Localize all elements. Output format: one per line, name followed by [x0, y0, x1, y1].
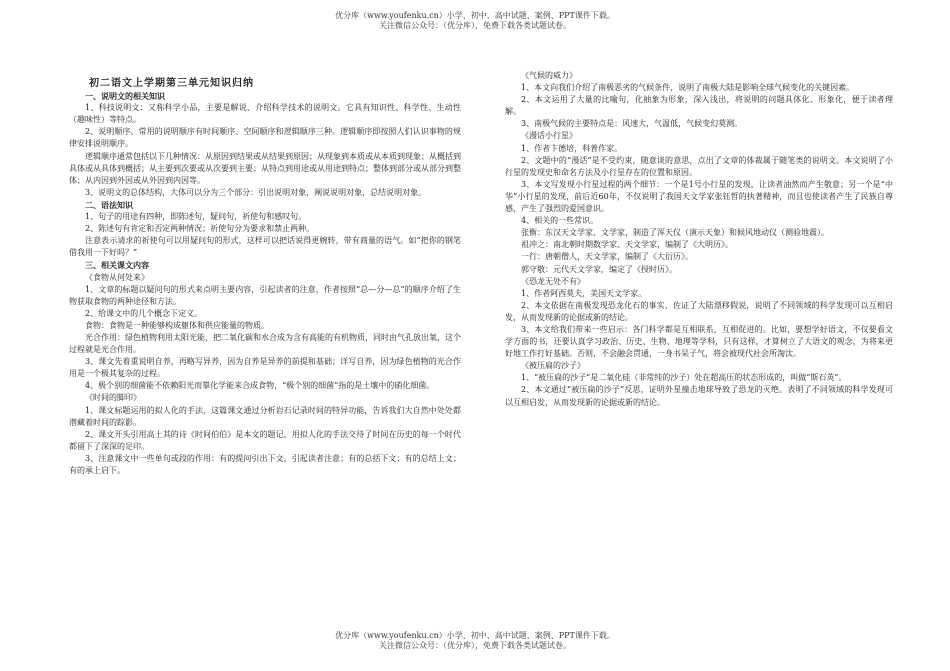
paragraph: 一行：唐朝僧人，天文学家，编制了《大衍历》。: [521, 252, 693, 262]
paragraph: 祖冲之：南北朝时期数学家、天文学家，编制了《大明历》。: [521, 240, 733, 250]
paragraph: 4、极个别的细菌能不依赖阳光而靠化学能来合成食物，“极个别的细菌”指的是土壤中的硝化细菌。: [85, 381, 435, 391]
article-title: 《气候的威力》: [521, 71, 577, 80]
paragraph: 4、相关的一些常识。: [521, 216, 599, 226]
paragraph: 1、文章的标题以疑问句的形式来点明主要内容，引起读者的注意，作者按照“总—分—总”的顺序介绍了生物获取食物的两种途径和方法。: [69, 284, 461, 306]
paragraph: 1、本文向我们介绍了南极恶劣的气候条件，说明了南极大陆是影响全球气候变化的关键因素。: [521, 83, 855, 93]
paragraph: 1、课文标题运用的拟人化的手法，这篇课文通过分析岩石记录时间的特异功能，告诉我们大自然中处处都潜藏着时间的踪影。: [69, 405, 461, 427]
paragraph: 食物：食物是一种能够构成躯体和供应能量的物质。: [85, 320, 269, 330]
section-heading-1: 一、说明文的相关知识: [85, 91, 165, 102]
section-heading-3: 三、相关课文内容: [85, 260, 149, 271]
paragraph: 2、给课文中的几个概念下定义。: [85, 308, 203, 318]
paragraph: 3、注意课文中一些单句或段的作用：有的提问引出下文，引起读者注意；有的总括下文；有的总结上文；有的承上启下。: [69, 453, 461, 475]
footer-line-2: 关注微信公众号：（优分库），免费下载各类试题试卷。: [379, 641, 571, 650]
document-title: 初二语文上学期第三单元知识归纳: [89, 78, 254, 89]
article-title: 《食物从何处来》: [85, 272, 149, 282]
paragraph: 1、科技说明文：又称科学小品，主要是解说、介绍科学技术的说明文。它具有知识性、科学性、生动性（趣味性）等特点。: [69, 103, 461, 125]
header-line-2: 关注微信公众号：（优分库），免费下载各类试题试卷。: [379, 21, 571, 30]
paragraph: 3、本文给我们带来一些启示：各门科学都是互相联系，互相促进的。比如，要想学好语文，不仅要看文学方面的书，还要认真学习政治、历史、生物、地理等学科，只有这样，才算树立了大语文的观念，为将来更好地工作打好基础。否则，不会融会贯通，一身书呆子气，将会被现代社会所淘汰。: [505, 324, 893, 359]
paragraph: 2、本文依据在南极发现恐龙化石的事实，佐证了大陆漂移假说，说明了不同领域的科学发现可以互相启发，从而发现新的论据或新的结论。: [505, 300, 893, 322]
paragraph: 1、句子的用途有四种，即陈述句，疑问句，祈使句和感叹句。: [85, 212, 307, 222]
page-footer: [0, 631, 950, 651]
article-title: 《时间的脚印》: [85, 393, 141, 403]
article-title: 《漫话小行星》: [521, 131, 577, 141]
paragraph: 光合作用：绿色植物利用太阳光能，把二氧化碳和水合成为含有高能的有机物质，同时由气孔放出氧，这个过程就是光合作用。: [69, 332, 461, 355]
paragraph: 1、“被压扁的沙子”是二氧化硅（非常纯的沙子）处在超高压的状态形成的，叫做“斯石英”。: [521, 373, 847, 383]
paragraph: 2、文题中的“漫话”是不受约束，随意谈的意思，点出了文章的体裁属于随笔类的说明文。本文说明了小行星的发现史和命名方法及小行星存在的位置和原因。: [505, 155, 893, 177]
paragraph: 3、课文先着重说明自养，再略写异养，因为自养是异养的前提和基础；详写自养，因为绿色植物的光合作用是一个极其复杂的过程。: [69, 357, 461, 379]
left-column: [69, 78, 461, 477]
paragraph: 注意表示请求的祈使句可以用疑问句的形式，这样可以把话说得更婉转，带有商量的语气。如“把你的钢笔借我用一下好吗？”: [69, 236, 461, 258]
paragraph: 3、说明文的总体结构，大体可以分为三个部分：引出说明对象，阐说说明对象，总结说明对象。: [85, 187, 427, 197]
footer-line-1: 优分库（www.youfenku.cn）小学、初中、高中试题、案例、PPT课件下载。: [335, 631, 615, 640]
paragraph: 逻辑顺序通常包括以下几种情况：从原因到结果或从结果到原因；从现象到本质或从本质到现象；从概括到具体或从具体到概括；从主要到次要或从次要到主要；从特点到用途或从用途到特点；整体到部分或从部分到整体；从内因到外因或从外因到内因等。: [69, 151, 461, 185]
paragraph: 2、本文通过“被压扁的沙子”反思，证明外星撞击地球导致了恐龙的灭绝。表明了不同领域的科学发现可以互相启发，从而发现新的论据或新的结论。: [505, 385, 893, 407]
paragraph: 2、本文运用了大量的比喻句，化抽象为形象，深入浅出，将说明的问题具体化、形象化，便于读者理解。: [505, 95, 893, 117]
header-line-1: 优分库（www.youfenku.cn）小学、初中、高中试题、案例、PPT课件下载。: [335, 11, 615, 20]
paragraph: 郭守敬：元代天文学家，编定了《授时历》。: [521, 264, 677, 274]
paragraph: 3、南极气候的主要特点是：风速大，气温低，气候变幻莫测。: [521, 119, 743, 129]
paragraph: 1、作者阿西莫夫，美国天文学家。: [521, 288, 647, 298]
paragraph: 1、作者卞德培，科普作家。: [521, 143, 623, 153]
page-header: [0, 11, 950, 31]
paragraph: 2、说明顺序。常用的说明顺序有时间顺序、空间顺序和逻辑顺序三种。逻辑顺序即按照人们认识事物的规律安排说明顺序。: [69, 127, 461, 149]
right-column: [505, 70, 893, 409]
section-heading-2: 二、语法知识: [85, 199, 133, 210]
paragraph: 张衡：东汉天文学家、文学家，制造了浑天仪（演示天象）和候风地动仪（测验地震）。: [521, 228, 829, 238]
paragraph: 2、陈述句有肯定和否定两种情况；祈使句分为要求和禁止两种。: [85, 224, 315, 234]
paragraph: 3、本文写发现小行星过程的两个细节：一个是1号小行星的发现，让读者油然而产生敬意；另一个是“中华”小行星的发现，前后近60年，不仅说明了我国天文学家张钰哲的执著精神，而且也使读者产生了民族自尊感，产生了强烈的爱国意识。: [505, 179, 893, 214]
article-title: 《恐龙无处不有》: [521, 276, 585, 286]
paragraph: 2、课文开头引用高士其的诗《时间伯伯》是本文的题记，用拟人化的手法交待了时间在历史的每一个时代都留下了深深的足印。: [69, 429, 461, 451]
article-title: 《被压扁的沙子》: [521, 361, 585, 371]
